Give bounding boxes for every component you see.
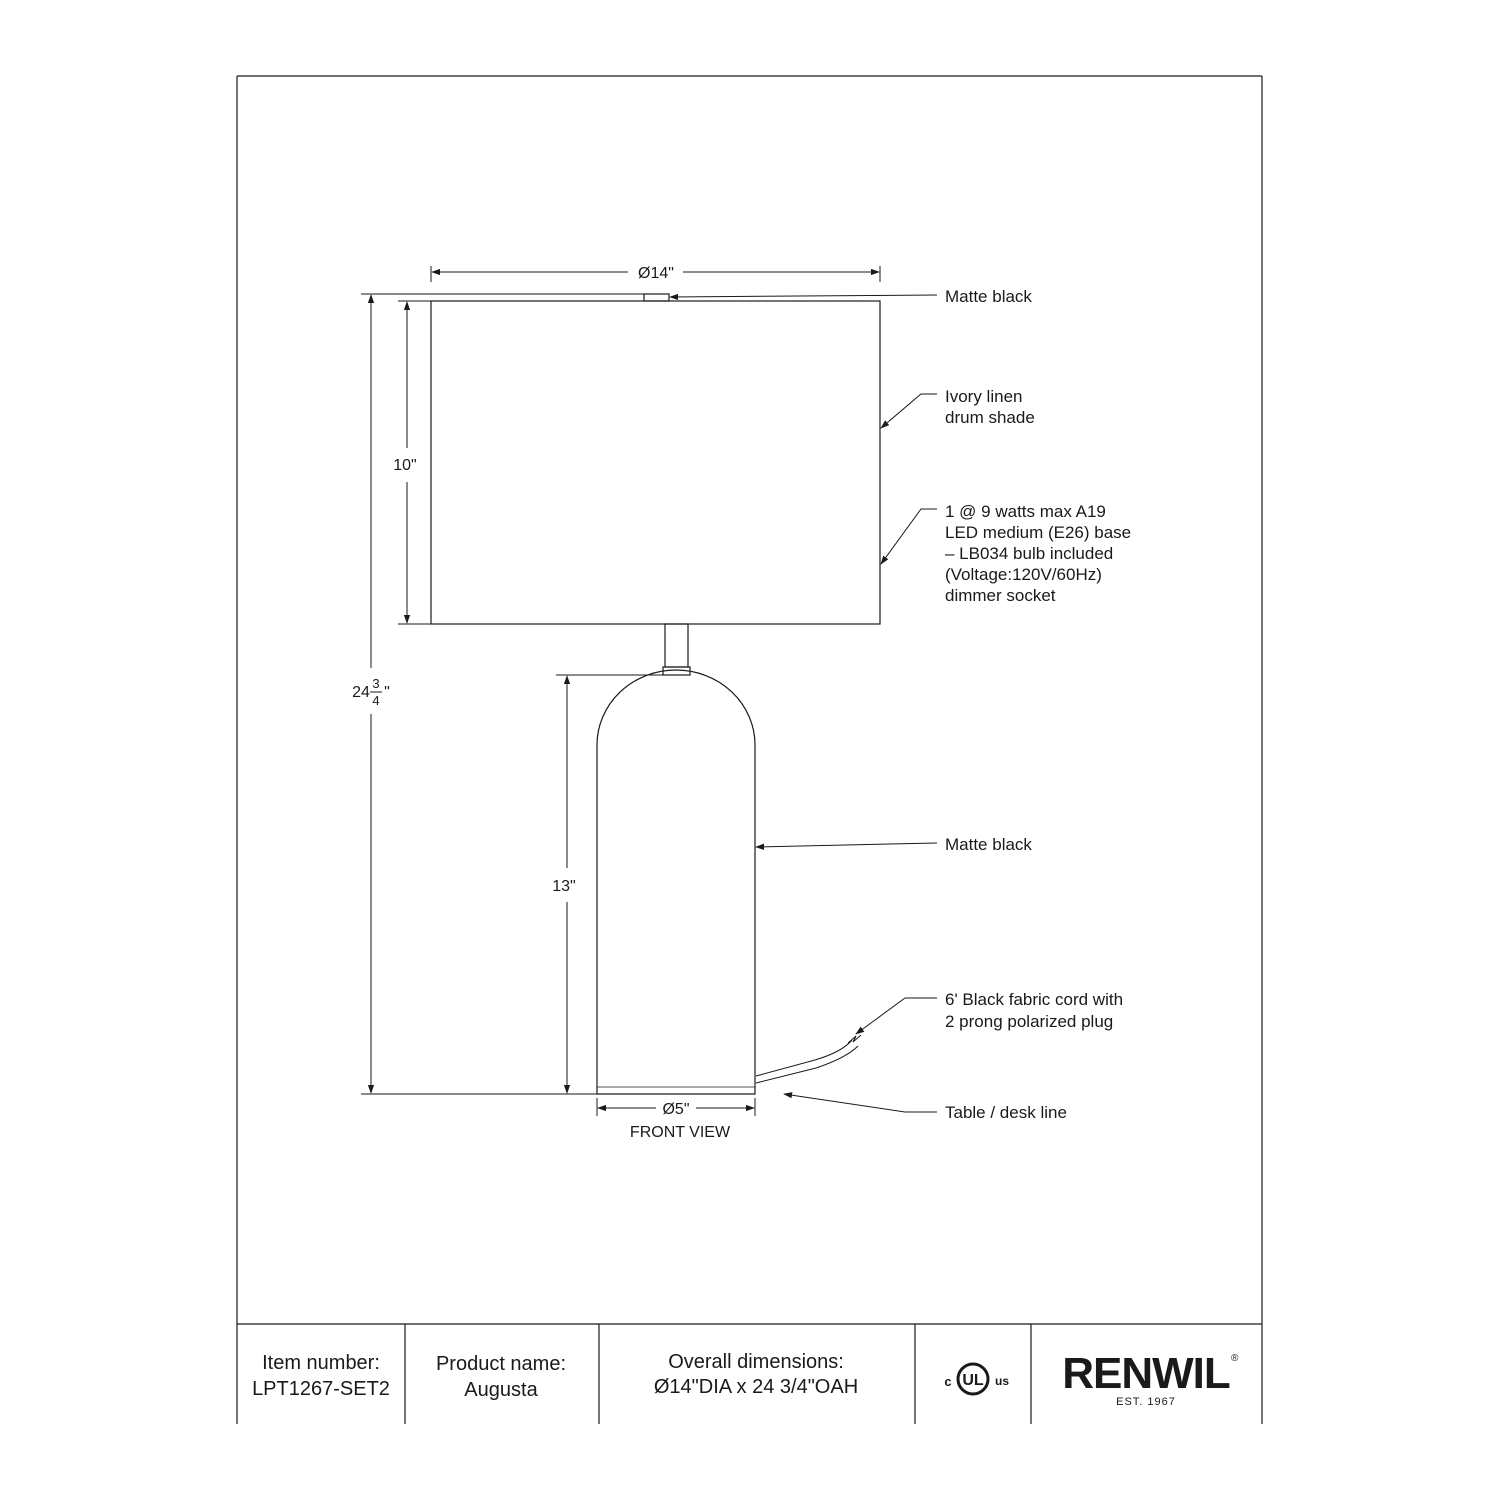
svg-text:us: us (994, 1374, 1010, 1388)
bulb-callout-line2: LED medium (E26) base (945, 523, 1132, 542)
overall-dimensions-label: Overall dimensions: (668, 1351, 844, 1373)
view-label: FRONT VIEW (629, 1124, 731, 1141)
cord-break (848, 1035, 861, 1043)
shade-callout-line1: Ivory linen (945, 387, 1023, 406)
lamp-neck (665, 624, 688, 667)
drum-shade (431, 301, 880, 624)
sheet-border (237, 76, 1262, 1424)
cul-us-certification-icon (944, 1364, 1009, 1394)
svg-text:EST. 1967: EST. 1967 (1116, 1396, 1176, 1408)
shade-diameter-dimension: Ø14" (638, 265, 674, 282)
finial (644, 294, 669, 301)
svg-text:UL: UL (962, 1372, 984, 1389)
cord-callout-line1: 6' Black fabric cord with (945, 990, 1124, 1009)
overall-dimensions-value: Ø14"DIA x 24 3/4"OAH (653, 1376, 859, 1398)
power-cord (756, 1040, 858, 1083)
table-line-callout: Table / desk line (945, 1103, 1067, 1122)
svg-text:RENWIL: RENWIL (1062, 1349, 1230, 1398)
shade-height-dimension: 10" (393, 457, 417, 474)
product-name-label: Product name: (435, 1353, 567, 1375)
renwil-logo (1062, 1349, 1239, 1408)
item-number-value: LPT1267-SET2 (252, 1378, 390, 1400)
product-name-value: Augusta (464, 1379, 538, 1401)
finial-callout: Matte black (945, 287, 1032, 306)
overall-height-inch-mark: " (384, 684, 390, 701)
lamp-body (597, 670, 755, 1094)
overall-height-whole: 24 (352, 684, 370, 701)
bulb-callout-line3: – LB034 bulb included (945, 544, 1114, 563)
shade-callout-line2: drum shade (945, 408, 1035, 427)
bulb-callout-line5: dimmer socket (945, 586, 1056, 605)
base-diameter-dimension: Ø5" (662, 1101, 690, 1118)
item-number-label: Item number: (262, 1352, 380, 1374)
svg-text:®: ® (1231, 1353, 1239, 1364)
lamp-drawing (431, 294, 880, 1094)
svg-text:c: c (944, 1374, 952, 1389)
body-height-dimension: 13" (552, 878, 576, 895)
overall-height-numerator: 3 (372, 676, 380, 691)
bulb-callout-line4: (Voltage:120V/60Hz) (945, 565, 1102, 584)
cord-callout-line2: 2 prong polarized plug (945, 1012, 1114, 1031)
body-callout: Matte black (945, 835, 1032, 854)
bulb-callout-line1: 1 @ 9 watts max A19 (945, 502, 1106, 521)
callout-leaders (670, 295, 937, 1112)
overall-height-denominator: 4 (372, 693, 380, 708)
